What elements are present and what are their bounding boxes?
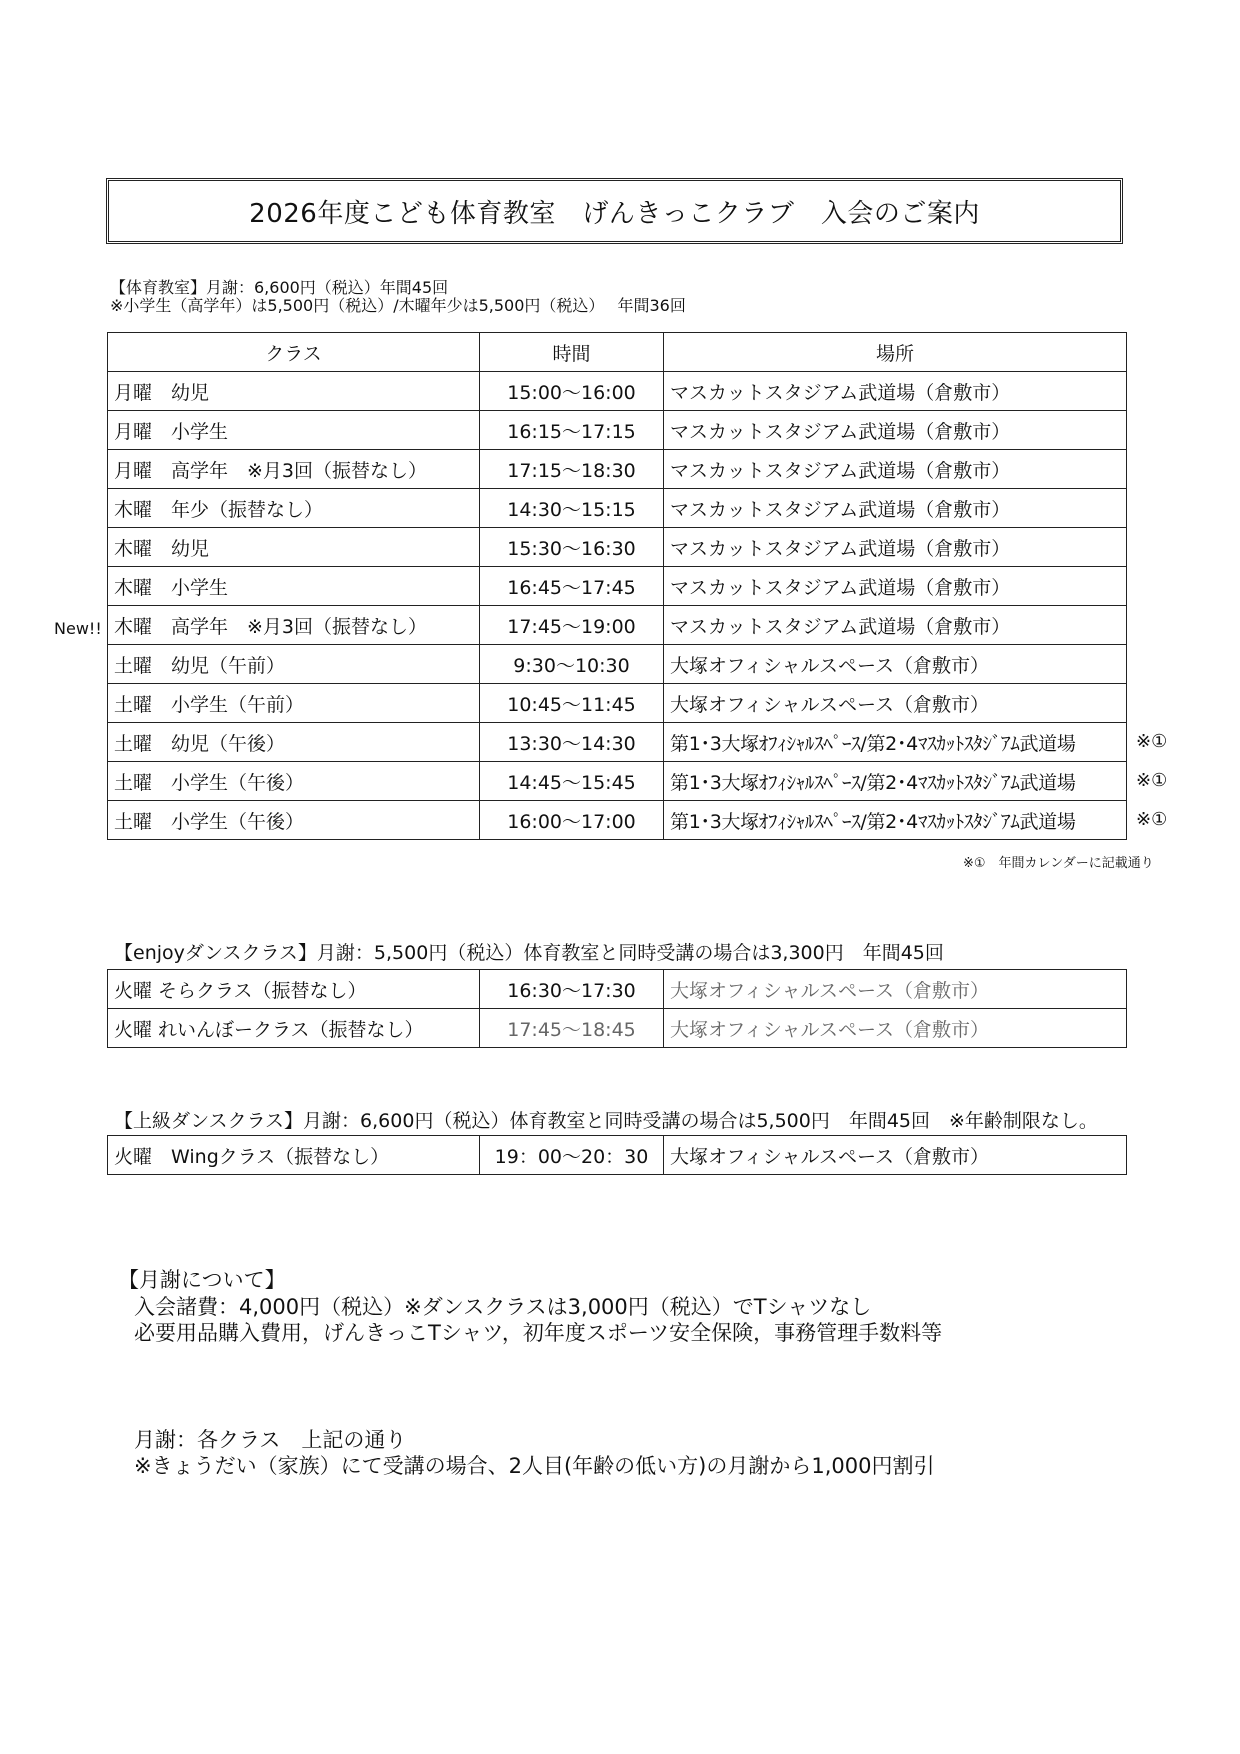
fee-line-monthly: 月謝：各クラス 上記の通り [134,1428,407,1452]
place-cell: 第1･3大塚ｵﾌｨｼｬﾙｽﾍﾟｰｽ/第2･4ﾏｽｶｯﾄｽﾀｼﾞｱﾑ武道場 [664,723,1127,762]
table-row [108,567,1127,606]
time-cell: 14:30～15:15 [480,489,664,528]
table-row [108,645,1127,684]
fee-line-sibling: ※きょうだい（家族）にて受講の場合、2人目(年齢の低い方)の月謝から1,000円割引 [134,1454,935,1478]
advanced-dance-heading: 【上級ダンスクラス】月謝：6,600円（税込）体育教室と同時受講の場合は5,500円 年間45回 ※年齢制限なし。 [114,1110,1098,1132]
table-row [108,528,1127,567]
class-cell: 土曜 小学生（午前） [108,684,480,723]
header-place: 場所 [664,333,1127,372]
main-schedule-table [107,332,1127,840]
fee-line-items: 必要用品購入費用，げんきっこTシャツ，初年度スポーツ安全保険，事務管理手数料等 [134,1321,943,1345]
class-cell: 火曜 Wingクラス（振替なし） [108,1136,480,1175]
place-cell: マスカットスタジアム武道場（倉敷市） [664,528,1127,567]
row-note-mark: ※① [1136,731,1168,752]
class-cell: 土曜 小学生（午後） [108,762,480,801]
class-cell: 木曜 高学年 ※月3回（振替なし） [108,606,480,645]
class-cell: 木曜 年少（振替なし） [108,489,480,528]
row-note-mark: ※① [1136,809,1168,830]
table-row [108,606,1127,645]
title-box [106,178,1123,244]
time-cell: 16:30～17:30 [480,970,664,1009]
place-cell: 第1･3大塚ｵﾌｨｼｬﾙｽﾍﾟｰｽ/第2･4ﾏｽｶｯﾄｽﾀｼﾞｱﾑ武道場 [664,762,1127,801]
time-cell: 10:45～11:45 [480,684,664,723]
new-badge: New!! [54,619,102,638]
place-cell: 大塚オフィシャルスペース（倉敷市） [664,970,1127,1009]
row-note-mark: ※① [1136,770,1168,791]
header-class: クラス [108,333,480,372]
class-cell: 土曜 小学生（午後） [108,801,480,840]
time-cell: 15:30～16:30 [480,528,664,567]
time-cell: 9:30～10:30 [480,645,664,684]
class-cell: 月曜 小学生 [108,411,480,450]
advanced-dance-table [107,1135,1127,1175]
class-cell: 月曜 幼児 [108,372,480,411]
intro-note-line: ※小学生（高学年）は5,500円（税込）/木曜年少は5,500円（税込） 年間36回 [110,296,686,315]
time-cell: 16:45～17:45 [480,567,664,606]
table-header-row [108,333,1127,372]
class-cell: 火曜 そらクラス（振替なし） [108,970,480,1009]
table-row [108,450,1127,489]
table-row [108,684,1127,723]
place-cell: マスカットスタジアム武道場（倉敷市） [664,567,1127,606]
place-cell: マスカットスタジアム武道場（倉敷市） [664,606,1127,645]
table-row [108,372,1127,411]
time-cell: 17:45～19:00 [480,606,664,645]
class-cell: 木曜 小学生 [108,567,480,606]
page-title: 2026年度こども体育教室 げんきっこクラブ 入会のご案内 [249,198,980,229]
table-row [108,723,1127,762]
class-cell: 土曜 幼児（午前） [108,645,480,684]
intro-fee-line: 【体育教室】月謝：6,600円（税込）年間45回 [110,278,449,297]
place-cell: マスカットスタジアム武道場（倉敷市） [664,372,1127,411]
time-cell: 16:00～17:00 [480,801,664,840]
class-cell: 火曜 れいんぼークラス（振替なし） [108,1009,480,1048]
time-cell: 14:45～15:45 [480,762,664,801]
place-cell: 大塚オフィシャルスペース（倉敷市） [664,1136,1127,1175]
time-cell: 16:15～17:15 [480,411,664,450]
class-cell: 土曜 幼児（午後） [108,723,480,762]
time-cell: 17:45～18:45 [480,1009,664,1048]
time-cell: 19：00～20：30 [480,1136,664,1175]
place-cell: マスカットスタジアム武道場（倉敷市） [664,450,1127,489]
time-cell: 13:30～14:30 [480,723,664,762]
class-cell: 木曜 幼児 [108,528,480,567]
place-cell: 大塚オフィシャルスペース（倉敷市） [664,684,1127,723]
footnote: ※① 年間カレンダーに記載通り [963,856,1154,871]
enjoy-dance-heading: 【enjoyダンスクラス】月謝：5,500円（税込）体育教室と同時受講の場合は3,300円 年間45回 [114,942,944,964]
table-row [108,970,1127,1009]
class-cell: 月曜 高学年 ※月3回（振替なし） [108,450,480,489]
fee-line-entry: 入会諸費：4,000円（税込）※ダンスクラスは3,000円（税込）でTシャツなし [134,1295,872,1319]
place-cell: マスカットスタジアム武道場（倉敷市） [664,489,1127,528]
fee-heading: 【月謝について】 [118,1268,286,1292]
place-cell: 大塚オフィシャルスペース（倉敷市） [664,1009,1127,1048]
table-row [108,801,1127,840]
place-cell: マスカットスタジアム武道場（倉敷市） [664,411,1127,450]
table-row [108,762,1127,801]
header-time: 時間 [480,333,664,372]
enjoy-dance-table [107,969,1127,1048]
place-cell: 大塚オフィシャルスペース（倉敷市） [664,645,1127,684]
table-row [108,1136,1127,1175]
time-cell: 15:00～16:00 [480,372,664,411]
table-row [108,1009,1127,1048]
place-cell: 第1･3大塚ｵﾌｨｼｬﾙｽﾍﾟｰｽ/第2･4ﾏｽｶｯﾄｽﾀｼﾞｱﾑ武道場 [664,801,1127,840]
table-row [108,411,1127,450]
table-row [108,489,1127,528]
time-cell: 17:15～18:30 [480,450,664,489]
